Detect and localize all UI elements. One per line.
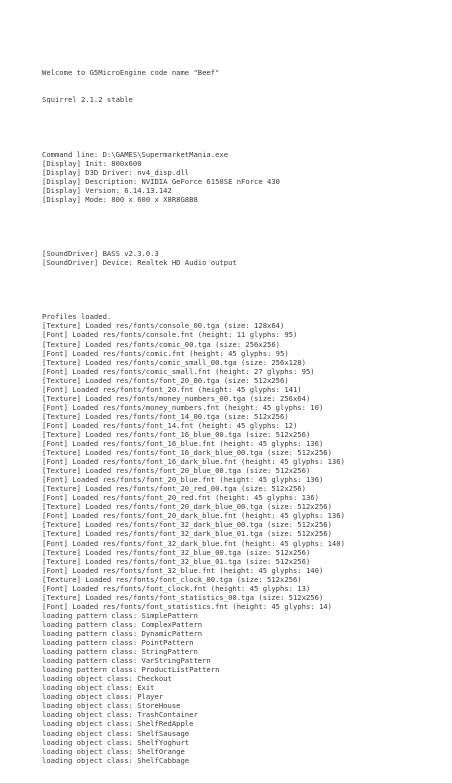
log-line: loading object class: Checkout <box>42 674 172 684</box>
log-line: [Texture] Loaded res/fonts/font_20_dark_blue_00.tga (size: 512x256) <box>42 502 332 512</box>
log-line: loading object class: TrashContainer <box>42 710 198 720</box>
log-line: [Texture] Loaded res/fonts/font_32_blue_00.tga (size: 512x256) <box>42 547 311 557</box>
squirrel-version-line: Squirrel 2.1.2 stable <box>42 95 133 105</box>
log-line: [Font] Loaded res/fonts/font_20.fnt (height: 45 glyphs: 141) <box>42 384 302 394</box>
log-line: [Display] Version: 6.14.13.142 <box>42 185 172 195</box>
log-line: [Font] Loaded res/fonts/font_16_dark_blue.fnt (height: 45 glyphs: 136) <box>42 457 345 467</box>
log-line: [Texture] Loaded res/fonts/font_clock_00.tga (size: 512x256) <box>42 574 302 584</box>
log-line: [Texture] Loaded res/fonts/font_16_blue_00.tga (size: 512x256) <box>42 429 311 439</box>
log-line: [SoundDriver] Device: Realtek HD Audio output <box>42 258 237 268</box>
log-line: loading object class: ShelfYoghurt <box>42 737 190 747</box>
log-line: [Texture] Loaded res/fonts/console_00.tga (size: 128x64) <box>42 321 285 331</box>
display-log-section <box>42 150 442 204</box>
log-line: [Texture] Loaded res/fonts/font_32_dark_blue_00.tga (size: 512x256) <box>42 520 332 530</box>
log-line: [Display] Description: NVIDIA GeForce 6150SE nForce 430 <box>42 176 280 186</box>
log-line: loading object class: ShelfSausage <box>42 728 190 738</box>
log-line: loading pattern class: SimplePattern <box>42 610 198 620</box>
log-line: loading pattern class: StringPattern <box>42 647 198 657</box>
log-line: loading pattern class: ComplexPattern <box>42 619 203 629</box>
log-line: [Display] Init: 800x600 <box>42 158 142 168</box>
log-line: [Font] Loaded res/fonts/font_clock.fnt (height: 45 glyphs: 13) <box>42 583 311 593</box>
blank-line <box>42 122 442 131</box>
log-line: [Font] Loaded res/fonts/money_numbers.fnt (height: 45 glyphs: 10) <box>42 402 324 412</box>
sound-log-section <box>42 249 442 267</box>
log-line: loading object class: StoreHouse <box>42 701 181 711</box>
log-line: loading pattern class: PointPattern <box>42 638 194 648</box>
log-line: [Texture] Loaded res/fonts/font_statistics_00.tga (size: 512x256) <box>42 592 324 602</box>
log-line: loading pattern class: VarStringPattern <box>42 656 211 666</box>
log-line: [Display] D3D Driver: nv4_disp.dll <box>42 167 190 177</box>
blank-line <box>42 222 442 231</box>
log-line: [Texture] Loaded res/fonts/font_32_blue_01.tga (size: 512x256) <box>42 556 311 566</box>
log-line: [Texture] Loaded res/fonts/font_14_00.tga (size: 512x256) <box>42 411 289 421</box>
log-line: [Font] Loaded res/fonts/comic_small.fnt (height: 27 glyphs: 95) <box>42 366 315 376</box>
log-line: [Font] Loaded res/fonts/font_14.fnt (height: 45 glyphs: 12) <box>42 420 298 430</box>
log-line: [Texture] Loaded res/fonts/font_32_dark_blue_01.tga (size: 512x256) <box>42 529 332 539</box>
log-line: [Font] Loaded res/fonts/comic.fnt (height: 45 glyphs: 95) <box>42 348 289 358</box>
log-line: [Texture] Loaded res/fonts/font_16_dark_blue_00.tga (size: 512x256) <box>42 448 332 458</box>
log-line: [Font] Loaded res/fonts/console.fnt (height: 11 glyphs: 95) <box>42 330 298 340</box>
log-line: [Font] Loaded res/fonts/font_20_blue.fnt (height: 45 glyphs: 136) <box>42 475 324 485</box>
log-line: loading object class: Exit <box>42 683 155 693</box>
log-line: [Font] Loaded res/fonts/font_32_blue.fnt (height: 45 glyphs: 140) <box>42 565 324 575</box>
log-line: loading object class: ShelfCabbage <box>42 755 190 765</box>
log-line: [Font] Loaded res/fonts/font_32_dark_blue.fnt (height: 45 glyphs: 140) <box>42 538 345 548</box>
log-line: [Texture] Loaded res/fonts/font_20_00.tga (size: 512x256) <box>42 375 289 385</box>
log-line: [Texture] Loaded res/fonts/font_20_blue_00.tga (size: 512x256) <box>42 466 311 476</box>
log-line: loading object class: ShelfRedApple <box>42 719 194 729</box>
log-line: Command line: D:\GAMES\SupermarketMania.exe <box>42 149 229 159</box>
log-line: [Font] Loaded res/fonts/font_statistics.fnt (height: 45 glyphs: 14) <box>42 601 332 611</box>
welcome-line: Welcome to G5MicroEngine code name "Beef" <box>42 68 220 78</box>
blank-line <box>42 285 442 294</box>
log-line: [Texture] Loaded res/fonts/comic_small_00.tga (size: 256x128) <box>42 357 306 367</box>
log-line: [Texture] Loaded res/fonts/money_numbers_00.tga (size: 256x64) <box>42 393 311 403</box>
loading-log-section <box>42 312 442 764</box>
log-line: loading pattern class: DynamicPattern <box>42 629 203 638</box>
log-line: loading object class: Player <box>42 692 164 702</box>
log-line: [Texture] Loaded res/fonts/font_20_red_00.tga (size: 512x256) <box>42 484 306 494</box>
console-log <box>42 50 442 783</box>
log-line: Profiles loaded. <box>42 312 112 322</box>
log-line: [SoundDriver] BASS v2.3.0.3 <box>42 249 159 259</box>
log-line: [Font] Loaded res/fonts/font_20_dark_blue.fnt (height: 45 glyphs: 136) <box>42 511 345 521</box>
log-line: loading pattern class: ProductListPattern <box>42 665 220 675</box>
log-line: [Texture] Loaded res/fonts/comic_00.tga (size: 256x256) <box>42 339 280 349</box>
log-line: [Font] Loaded res/fonts/font_16_blue.fnt (height: 45 glyphs: 136) <box>42 439 324 449</box>
log-line: loading object class: ShelfOrange <box>42 746 185 756</box>
log-line: [Font] Loaded res/fonts/font_20_red.fnt (height: 45 glyphs: 136) <box>42 493 319 503</box>
log-line: [Display] Mode: 800 x 600 x X8R8G8B8 <box>42 194 198 204</box>
